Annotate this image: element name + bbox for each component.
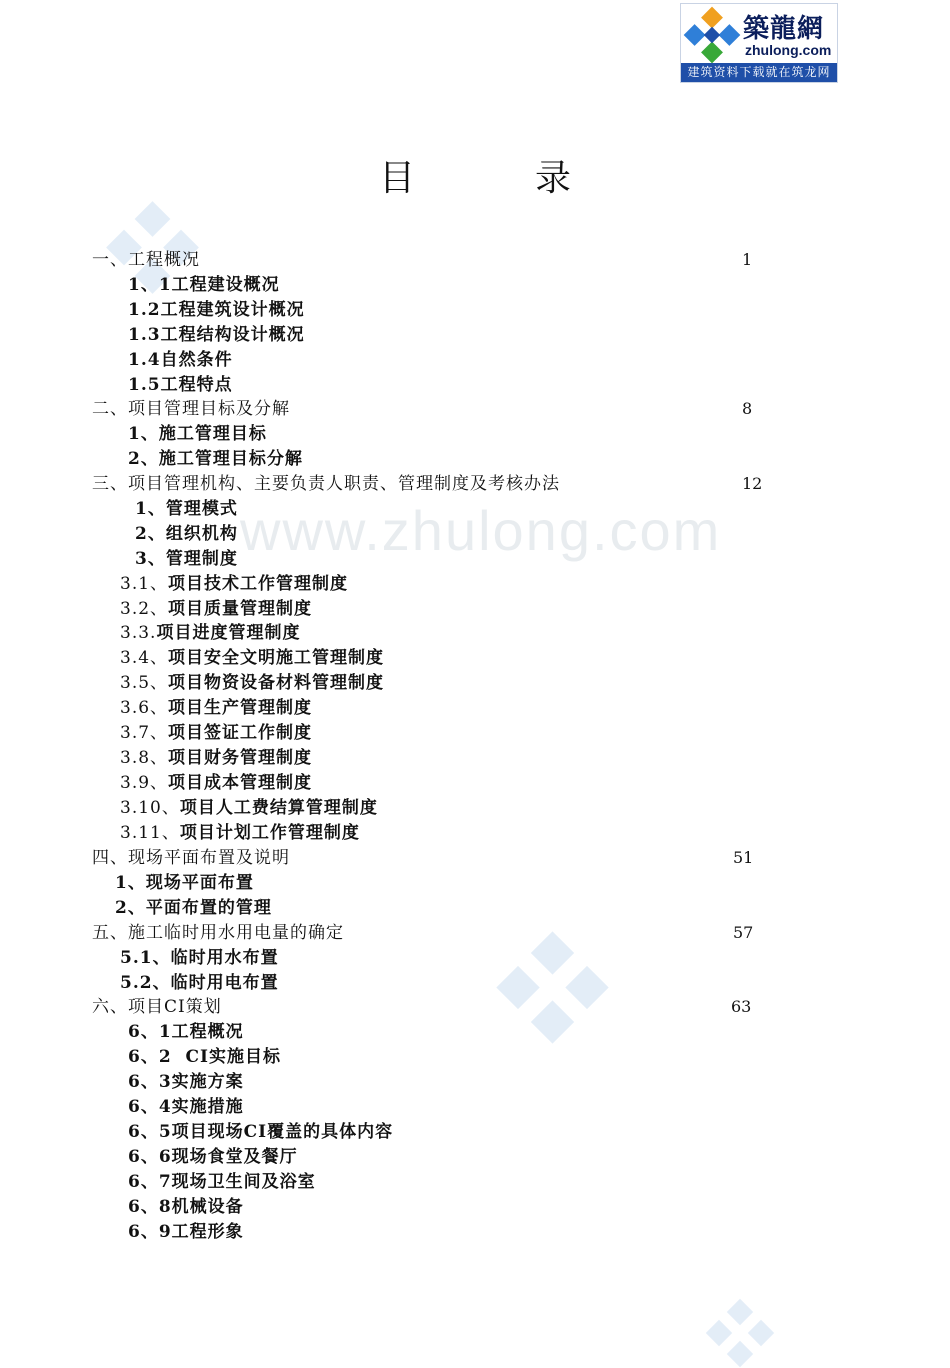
toc-entry-sub: 5.1、临时用水布置: [120, 948, 279, 968]
toc-entry-sub: 1、施工管理目标: [128, 424, 267, 444]
toc-entry-sub3: 3.1、项目技术工作管理制度: [120, 574, 349, 594]
toc-entry-main: 二、项目管理目标及分解: [92, 399, 290, 419]
toc-entry-sub: 6、8机械设备: [128, 1197, 244, 1217]
toc-entry-main: 三、项目管理机构、主要负责人职责、管理制度及考核办法: [92, 474, 560, 494]
toc-entry-sub: 6、5项目现场CI覆盖的具体内容: [128, 1122, 394, 1142]
logo-site: zhulong.com: [745, 42, 832, 58]
toc-entry-sub: 6、1工程概况: [128, 1022, 244, 1042]
toc-page-number: 12: [742, 474, 763, 493]
toc-entry-sub3: 3.3.项目进度管理制度: [120, 623, 301, 643]
toc-entry-sub3: 3.2、项目质量管理制度: [120, 599, 313, 619]
page-title: [0, 150, 950, 201]
toc-page-number: 63: [731, 997, 752, 1016]
toc-entry-main: 六、项目CI策划: [92, 997, 222, 1017]
toc-entry-main: 五、施工临时用水用电量的确定: [92, 923, 344, 943]
title-right: 录: [535, 158, 572, 199]
toc-entry-main: 四、现场平面布置及说明: [92, 848, 290, 868]
toc-page-number: 57: [733, 923, 754, 942]
watermark-emblem-icon: [495, 930, 610, 1045]
toc-entry-sub: 5.2、临时用电布置: [120, 973, 279, 993]
toc-entry-sub: 6、3实施方案: [128, 1072, 244, 1092]
toc-page-number: 1: [742, 250, 753, 269]
toc-page-number: 51: [733, 848, 754, 867]
toc-entry-sub: 2、组织机构: [135, 524, 238, 544]
toc-entry-sub: 2、平面布置的管理: [115, 898, 272, 918]
toc-entry-sub: 1.5工程特点: [128, 375, 233, 395]
toc-entry-sub: 1、1工程建设概况: [128, 275, 280, 295]
logo-slogan: 建筑资料下载就在筑龙网: [681, 63, 837, 82]
toc-entry-sub: 1.2工程建筑设计概况: [128, 300, 305, 320]
toc-entry-sub3: 3.10、项目人工费结算管理制度: [120, 798, 378, 818]
site-logo: [680, 3, 838, 83]
toc-entry-sub3: 3.5、项目物资设备材料管理制度: [120, 673, 385, 693]
watermark-emblem-icon: [705, 1298, 775, 1368]
toc-entry-sub: 6、6现场食堂及餐厅: [128, 1147, 298, 1167]
toc-entry-sub3: 3.4、项目安全文明施工管理制度: [120, 648, 385, 668]
logo-name: 築龍網: [743, 14, 825, 44]
title-left: 目: [378, 158, 415, 199]
toc-entry-sub: 3、管理制度: [135, 549, 238, 569]
toc-entry-sub3: 3.7、项目签证工作制度: [120, 723, 313, 743]
toc-entry-sub: 1、现场平面布置: [115, 873, 254, 893]
toc-entry-sub: 6、4实施措施: [128, 1097, 244, 1117]
toc-entry-sub3: 3.8、项目财务管理制度: [120, 748, 313, 768]
toc-entry-sub: 2、施工管理目标分解: [128, 449, 303, 469]
toc-entry-sub: 6、9工程形象: [128, 1222, 244, 1242]
toc-entry-sub3: 3.11、项目计划工作管理制度: [120, 823, 360, 843]
toc-entry-sub: 1、管理模式: [135, 499, 238, 519]
toc-entry-sub: 6、7现场卫生间及浴室: [128, 1172, 316, 1192]
toc-entry-sub3: 3.9、项目成本管理制度: [120, 773, 313, 793]
toc-entry-sub: 1.4自然条件: [128, 350, 233, 370]
toc-entry-sub: 1.3工程结构设计概况: [128, 325, 305, 345]
zhulong-emblem-icon: [683, 6, 741, 64]
toc-entry-main: 一、工程概况: [92, 250, 200, 270]
toc-entry-sub: 6、2 CI实施目标: [128, 1047, 281, 1067]
toc-page-number: 8: [742, 399, 753, 418]
toc-entry-sub3: 3.6、项目生产管理制度: [120, 698, 313, 718]
watermark-text: www.zhulong.com: [240, 499, 722, 562]
